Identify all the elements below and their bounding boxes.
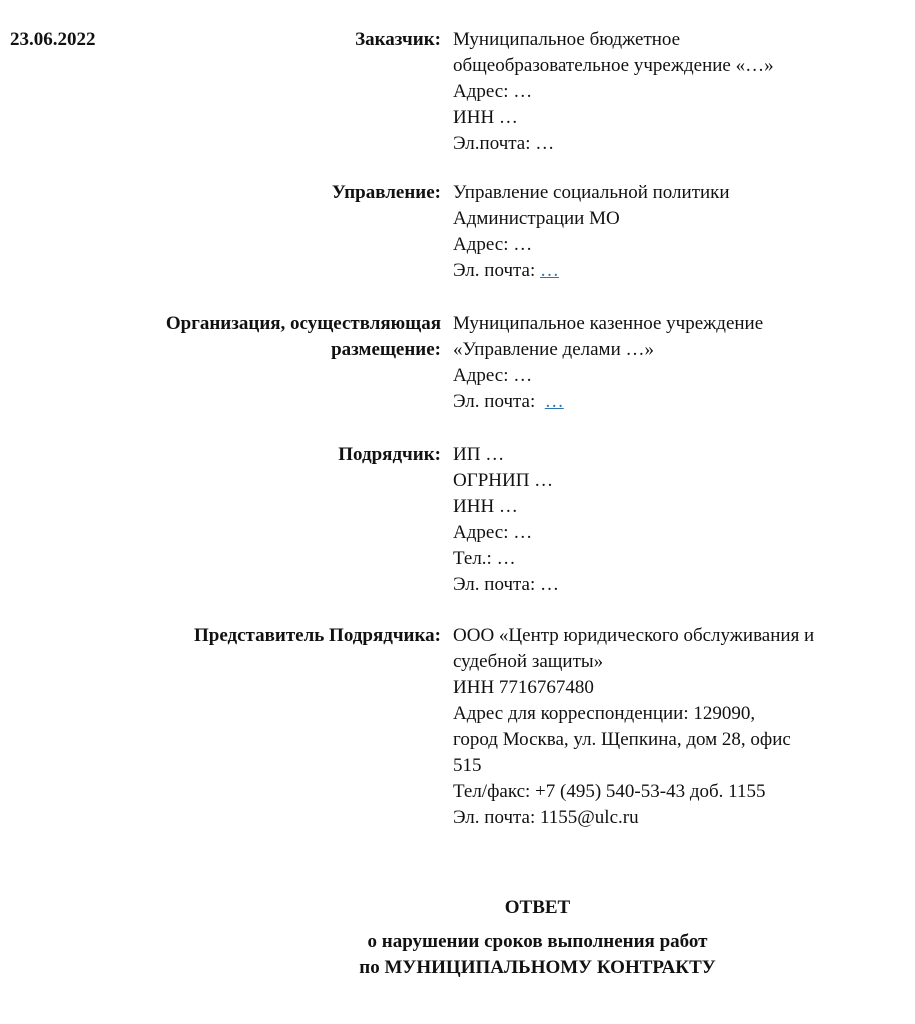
- detail-line: Эл. почта: 1155@ulc.ru: [453, 807, 639, 828]
- party-details: [453, 180, 730, 284]
- label-line: Представитель Подрядчика:: [193, 625, 441, 646]
- detail-line: ИНН 7716767480: [453, 677, 594, 698]
- document-title: ОТВЕТ: [504, 897, 571, 918]
- party-label: [0, 27, 453, 157]
- detail-line: ООО «Центр юридического обслуживания и: [453, 625, 815, 646]
- label-line: Управление:: [331, 182, 441, 203]
- party-details: [453, 442, 559, 598]
- party-customer: [0, 27, 915, 157]
- email-link[interactable]: …: [540, 260, 560, 281]
- document-subtitle: по МУНИЦИПАЛЬНОМУ КОНТРАКТУ: [359, 957, 716, 978]
- detail-line: Адрес: …: [453, 234, 533, 255]
- label-line: Организация, осуществляющая: [165, 313, 441, 334]
- party-administration: [0, 180, 915, 284]
- label-line: Заказчик:: [355, 29, 441, 50]
- party-label: [0, 311, 453, 415]
- detail-line: ИНН …: [453, 496, 518, 517]
- detail-line: ИНН …: [453, 107, 518, 128]
- detail-line: общеобразовательное учреждение «…»: [453, 55, 774, 76]
- party-contractor: [0, 442, 915, 598]
- label-line: размещение:: [331, 339, 441, 360]
- detail-line: Адрес для корреспонденции: 129090,: [453, 703, 756, 724]
- detail-line: Эл.почта: …: [453, 133, 555, 154]
- party-contractor-representative: [0, 623, 915, 831]
- email-link[interactable]: …: [544, 391, 564, 412]
- detail-line: Муниципальное бюджетное: [453, 29, 681, 50]
- party-label: [0, 442, 453, 598]
- detail-line: ИП …: [453, 444, 505, 465]
- party-label: [0, 623, 453, 831]
- detail-line: Адрес: …: [453, 522, 533, 543]
- detail-line: Администрации МО: [453, 208, 620, 229]
- detail-line: Управление социальной политики: [453, 182, 730, 203]
- detail-line: ОГРНИП …: [453, 470, 554, 491]
- detail-line: Адрес: …: [453, 365, 533, 386]
- detail-line: «Управление делами …»: [453, 339, 654, 360]
- document-subtitle: о нарушении сроков выполнения работ: [367, 931, 708, 952]
- email-line: [453, 389, 763, 415]
- detail-line: Тел/факс: +7 (495) 540-53-43 доб. 1155: [453, 781, 766, 802]
- party-details: [453, 623, 814, 831]
- party-label: [0, 180, 453, 284]
- detail-line: Тел.: …: [453, 548, 516, 569]
- detail-line: город Москва, ул. Щепкина, дом 28, офис: [453, 729, 791, 750]
- party-placing-organization: [0, 311, 915, 415]
- email-prefix: Эл. почта:: [453, 260, 541, 281]
- detail-line: Муниципальное казенное учреждение: [453, 313, 764, 334]
- document-date: 23.06.2022: [10, 29, 96, 50]
- party-details: [453, 27, 774, 157]
- email-line: [453, 258, 730, 284]
- label-line: Подрядчик:: [338, 444, 441, 465]
- detail-line: Эл. почта: …: [453, 574, 560, 595]
- email-prefix: Эл. почта:: [453, 391, 545, 412]
- party-details: [453, 311, 763, 415]
- detail-line: Адрес: …: [453, 81, 533, 102]
- detail-line: 515: [453, 755, 482, 776]
- detail-line: судебной защиты»: [453, 651, 604, 672]
